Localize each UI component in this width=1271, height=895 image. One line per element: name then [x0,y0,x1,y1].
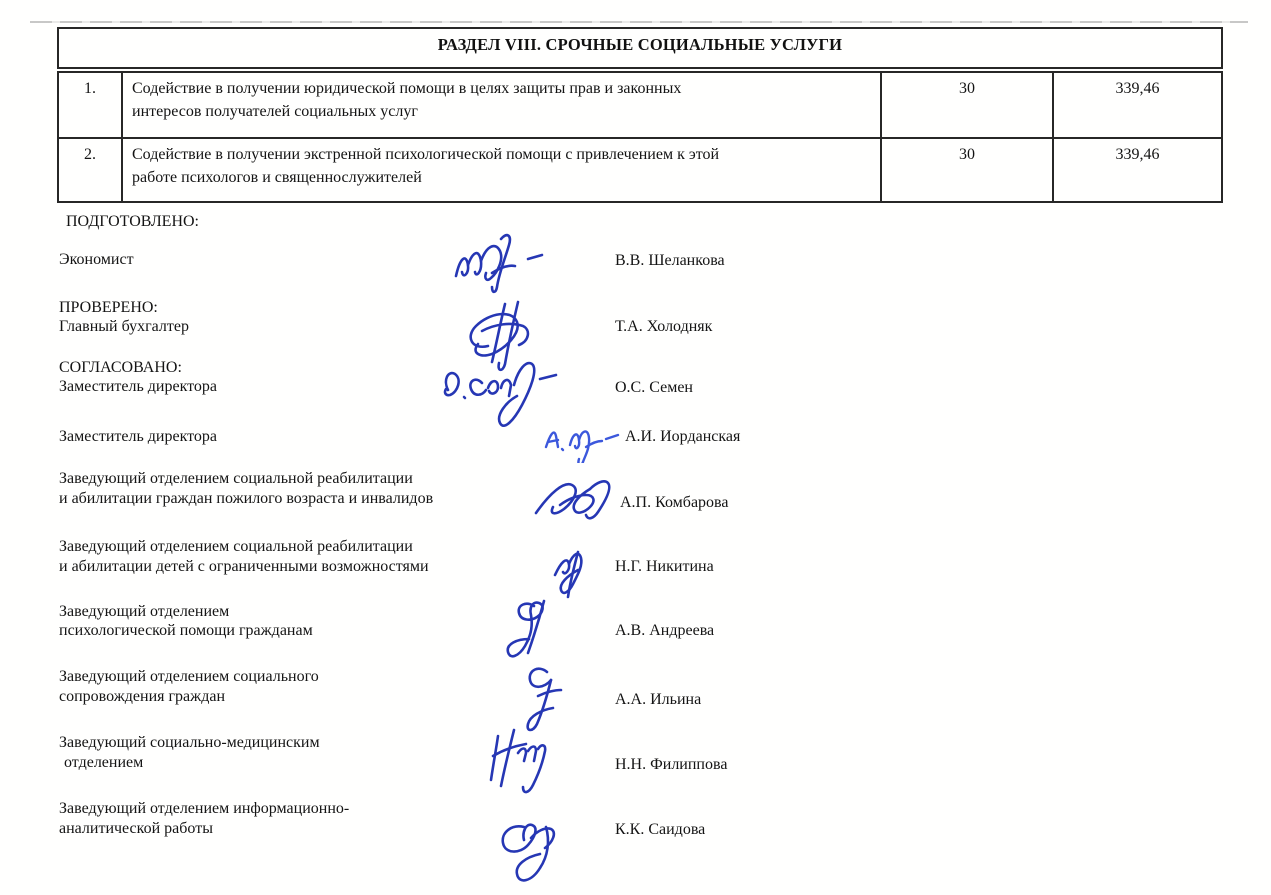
role-head-rehab-children-line1: Заведующий отделением социальной реабилитации [59,538,413,555]
role-head-social-medical-line2: отделением [64,754,144,771]
service-price: 339,46 [1115,146,1160,163]
signature-andreeva [498,595,564,667]
name-shelankova: В.В. Шеланкова [615,252,725,269]
signature-filippova [483,722,553,798]
role-head-rehab-children-line2: и абилитации детей с ограниченными возможностями [59,558,429,575]
service-price: 339,46 [1115,80,1160,97]
role-head-psych-help-line1: Заведующий отделением [59,603,230,620]
service-description-line: интересов получателей социальных услуг [132,103,418,120]
signature-nikitina [543,539,599,601]
service-quantity: 30 [882,73,1054,137]
signature-saidova [493,797,573,889]
role-deputy-director-2: Заместитель директора [59,428,218,445]
service-quantity: 30 [882,139,1054,201]
name-semen: О.С. Семен [615,379,693,396]
table-section-title: РАЗДЕЛ VIII. СРОЧНЫЕ СОЦИАЛЬНЫЕ УСЛУГИ [57,27,1223,69]
role-chief-accountant: Главный бухгалтер [59,318,189,335]
role-head-info-analytics-line2: аналитической работы [59,820,213,837]
name-ilyina: А.А. Ильина [615,691,702,708]
heading-prepared: ПОДГОТОВЛЕНО: [66,213,199,230]
name-kombarova: А.П. Комбарова [620,494,729,511]
scan-artifact-line [30,21,1248,23]
role-head-psych-help-line2: психологической помощи гражданам [59,622,313,639]
name-andreeva: А.В. Андреева [615,622,715,639]
table-row [59,139,1221,201]
signature-shelankova [448,232,558,302]
signature-iordanskaya [540,417,622,463]
service-description-line: работе психологов и священнослужителей [132,169,422,186]
role-head-social-support-line1: Заведующий отделением социального [59,668,319,685]
service-description-line: Содействие в получении юридической помощи в целях защиты прав и законных [132,80,682,97]
heading-agreed: СОГЛАСОВАНО: [59,359,182,376]
role-deputy-director-1: Заместитель директора [59,378,218,395]
role-head-rehab-elderly-line1: Заведующий отделением социальной реабилитации [59,470,413,487]
role-economist: Экономист [59,251,134,268]
signature-kombarova [530,471,622,527]
name-filippova: Н.Н. Филиппова [615,756,728,773]
role-head-rehab-elderly-line2: и абилитации граждан пожилого возраста и инвалидов [59,490,434,507]
role-head-info-analytics-line1: Заведующий отделением информационно- [59,800,350,817]
row-number: 1. [59,73,123,137]
service-description [123,73,882,137]
role-head-social-medical-line1: Заведующий социально-медицинским [59,734,320,751]
table-row [59,73,1221,139]
row-number: 2. [59,139,123,201]
role-head-social-support-line2: сопровождения граждан [59,688,226,705]
name-iordanskaya: А.И. Иорданская [625,428,741,445]
services-table [57,71,1223,203]
name-nikitina: Н.Г. Никитина [615,558,714,575]
service-description-line: Содействие в получении экстренной психологической помощи с привлечением к этой [132,146,720,163]
name-saidova: К.К. Саидова [615,821,706,838]
name-kholodnyak: Т.А. Холодняк [615,318,713,335]
service-description [123,139,882,201]
heading-checked: ПРОВЕРЕНО: [59,299,158,316]
